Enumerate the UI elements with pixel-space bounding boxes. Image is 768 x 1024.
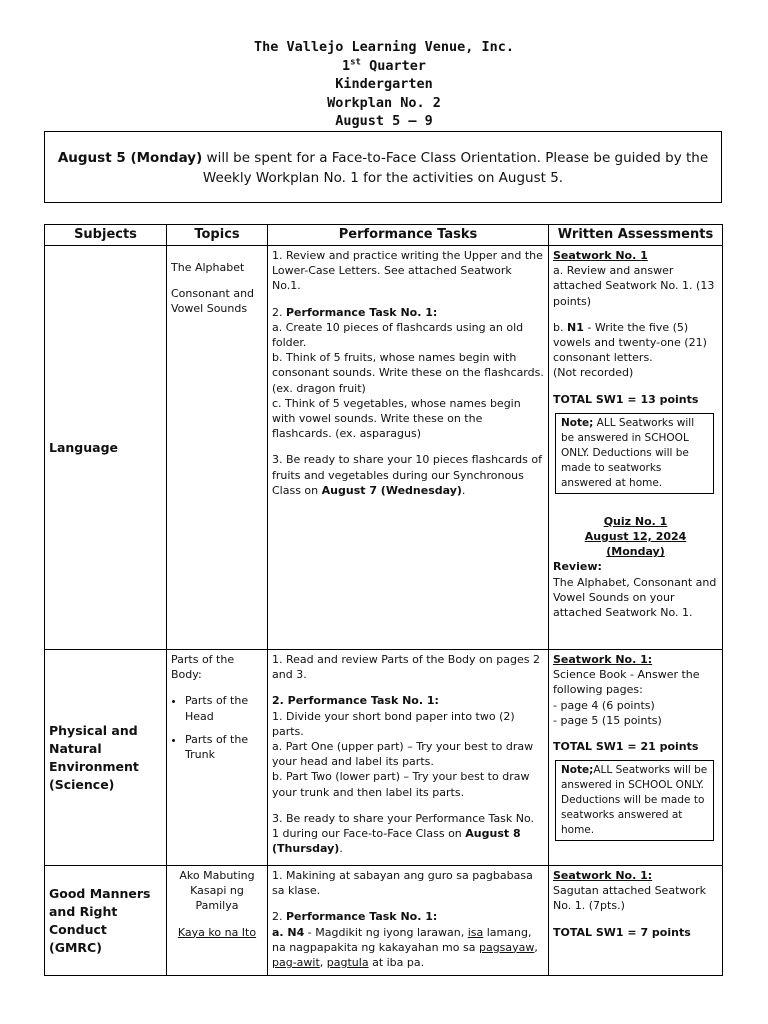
header-topics: Topics (167, 225, 268, 246)
seatwork-title: Seatwork No. 1 (553, 249, 648, 262)
total-points: TOTAL SW1 = 13 points (553, 392, 699, 406)
tasks-gmrc: 1. Makining at sabayan ang guro sa pagbabasa sa klase. 2. Performance Task No. 1: a. N4 - Magdikit ng iyong larawan, isa lamang, na nagpapakita ng kakayahan mo sa pagsayaw, pag-awit, pagtula at iba pa. (268, 866, 549, 976)
seatwork-title: Seatwork No. 1: (553, 869, 653, 882)
quarter: 1st Quarter (341, 57, 426, 74)
tasks-language: 1. Review and practice writing the Upper and the Lower-Case Letters. See attached Seatwork No.1. 2. Performance Task No. 1: a. Create 10 pieces of flashcards using an old folder. b. Think of 5 fruits, whose names begin with consonant sounds. Write these on the flashcards. (ex. dragon fruit) c. Think of 5 vegetables, whose names begin with vowel sounds. Write these on the flashcards. (ex. asparagus) 3. Be ready to share your 10 pieces flashcards of fruits and vegetables during our Synchronous Class on August 7 (Wednesday). (268, 246, 549, 650)
quiz-day: (Monday) (606, 545, 665, 559)
row-gmrc (45, 866, 723, 976)
total-points: TOTAL SW1 = 7 points (553, 925, 691, 939)
topics-gmrc: Ako Mabuting Kasapi ng Pamilya Kaya ko na Ito (167, 866, 268, 976)
topic-list: • Parts of the Head • Parts of the Trunk (171, 693, 263, 762)
assessments-language: Seatwork No. 1 a. Review and answer attached Seatwork No. 1. (13 points) b. N1 - Write the five (5) vowels and twenty-one (21) consonant letters. (Not recorded) TOTAL SW1 = 13 points Note; ALL Seatworks will be answered in SCHOOL ONLY. Deductions will be made to seatworks answered at home. Quiz No. 1 August 12, 2024 (Monday) Review: The Alphabet, Consonant and Vowel Sounds on your attached Seatwork No. 1. (549, 246, 723, 650)
total-points: TOTAL SW1 = 21 points (553, 740, 699, 754)
quiz-title: Quiz No. 1 (603, 514, 668, 528)
orientation-notice: August 5 (Monday) will be spent for a Face-to-Face Class Orientation. Please be guided by the Weekly Workplan No. 1 for the activities on August 5. (44, 131, 722, 203)
seatwork-note: Note;ALL Seatworks will be answered in SCHOOL ONLY. Deductions will be made to seatworks answered at home. (555, 760, 714, 841)
workplan-table (44, 224, 723, 976)
header-written-assessments: Written Assessments (549, 225, 723, 246)
table-header-row (45, 225, 723, 246)
topics-science: Parts of the Body: • Parts of the Head • Parts of the Trunk (167, 650, 268, 866)
header-performance-tasks: Performance Tasks (268, 225, 549, 246)
topics-language: The Alphabet Consonant and Vowel Sounds (167, 246, 268, 650)
header-subjects: Subjects (45, 225, 167, 246)
row-science (45, 650, 723, 866)
tasks-science: 1. Read and review Parts of the Body on pages 2 and 3. 2. Performance Task No. 1: 1. Divide your short bond paper into two (2) parts. a. Part One (upper part) – Try your best to draw your head and label its parts. b. Part Two (lower part) – Try your best to draw your trunk and then label its parts. 3. Be ready to share your Performance Task No. 1 during our Face-to-Face Class on August 8 (Thursday). (268, 650, 549, 866)
assessments-science: Seatwork No. 1: Science Book - Answer the following pages: - page 4 (6 points) - page 5 (15 points) TOTAL SW1 = 21 points Note;ALL Seatworks will be answered in SCHOOL ONLY. Deductions will be made to seatworks answered at home. (549, 650, 723, 866)
subject-language: Language (45, 246, 167, 650)
quiz-date: August 12, 2024 (584, 530, 687, 544)
assessments-gmrc: Seatwork No. 1: Sagutan attached Seatwork No. 1. (7pts.) TOTAL SW1 = 7 points (549, 866, 723, 976)
seatwork-note: Note; ALL Seatworks will be answered in SCHOOL ONLY. Deductions will be made to seatworks answered at home. (555, 413, 714, 494)
subject-gmrc: Good Manners and Right Conduct (GMRC) (45, 866, 167, 976)
document-header (0, 38, 768, 131)
school-name: The Vallejo Learning Venue, Inc. (253, 39, 515, 55)
date-range: August 5 – 9 (335, 113, 433, 129)
seatwork-title: Seatwork No. 1: (553, 653, 653, 666)
subject-science: Physical and Natural Environment (Science) (45, 650, 167, 866)
workplan-number: Workplan No. 2 (327, 94, 441, 111)
grade-level: Kindergarten (335, 76, 433, 92)
row-language (45, 246, 723, 650)
